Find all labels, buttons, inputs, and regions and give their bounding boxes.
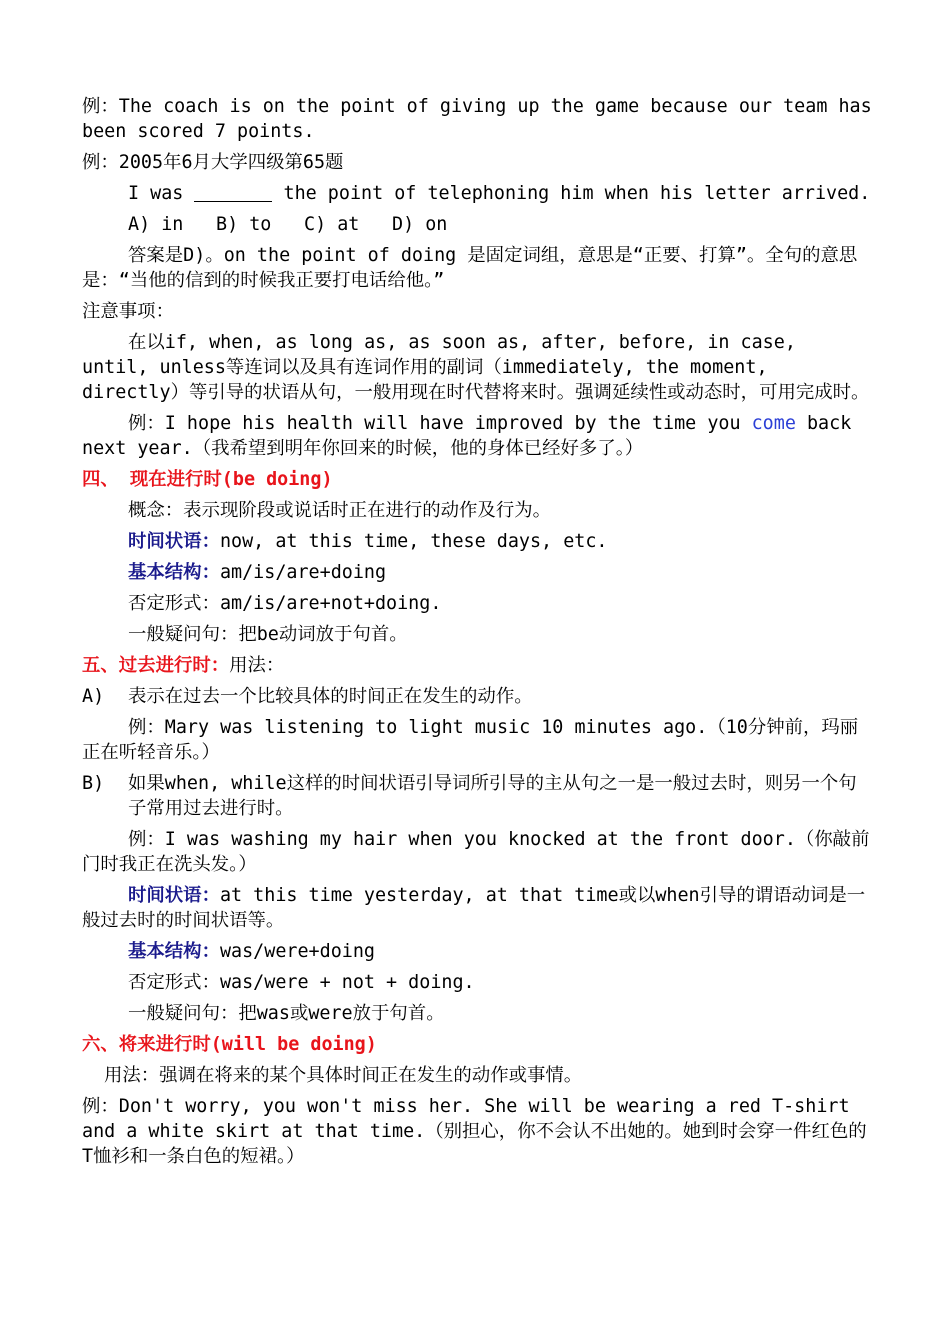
section-6-example: 例：Don't worry, you won't miss her. She will be wearing a red T-shirt and a white skirt at that time.（别担心，你不会认不出她的。她到时会穿一件红色的T恤衫和一条白色的短裙。） <box>82 1096 867 1167</box>
section-4-title: 四、 现在进行时(be doing) <box>82 469 333 490</box>
section-5-question: 一般疑问句：把was或were放于句首。 <box>128 1003 445 1024</box>
section-6-usage: 用法：强调在将来的某个具体时间正在发生的动作或事情。 <box>104 1065 583 1086</box>
document-page <box>82 94 872 1175</box>
question-options <box>82 212 872 237</box>
section-5-struct-value: was/were+doing <box>219 941 375 962</box>
section-5-time <box>82 883 872 933</box>
example-cet4-title: 例：2005年6月大学四级第65题 <box>82 152 344 173</box>
section-5-item-a <box>82 684 872 709</box>
section-4-structure <box>82 560 872 585</box>
section-5-time-label: 时间状语： <box>128 885 220 906</box>
example-coach: 例：The coach is on the point of giving up the game because our team has been scored 7 points. <box>82 96 872 142</box>
answer-blank <box>194 183 272 202</box>
section-5-negative: 否定形式：was/were + not + doing. <box>128 972 475 993</box>
section-4-time-value: now, at this time, these days, etc. <box>219 531 608 552</box>
item-a-text: 表示在过去一个比较具体的时间正在发生的动作。 <box>128 686 533 707</box>
section-4-time <box>82 529 872 554</box>
section-5-example-b: 例：I was washing my hair when you knocked at the front door.（你敲前门时我正在洗头发。） <box>82 829 870 875</box>
section-5-structure <box>82 939 872 964</box>
section-5-title <box>82 653 872 678</box>
section-4-time-label: 时间状语： <box>128 531 220 552</box>
section-5-time-value: at this time yesterday, at that time或以when引导的谓语动词是一般过去时的时间状语等。 <box>82 885 866 931</box>
example-health-post: back next year.（我希望到明年你回来的时候，他的身体已经好多了。） <box>82 413 852 459</box>
item-a-label: A) <box>82 686 105 707</box>
notes-title: 注意事项： <box>82 301 174 322</box>
section-6-title: 六、将来进行时(will be doing) <box>82 1034 377 1055</box>
section-5-item-b <box>82 771 872 821</box>
option-a: A) in <box>128 214 184 235</box>
section-5-struct-label: 基本结构： <box>128 941 220 962</box>
item-b-text: 如果when, while这样的时间状语引导词所引导的主从句之一是一般过去时，则另一个句子常用过去进行时。 <box>128 773 857 819</box>
section-4-struct-label: 基本结构： <box>128 562 220 583</box>
example-health <box>82 411 872 461</box>
section-4-concept: 概念：表示现阶段或说话时正在进行的动作及行为。 <box>128 500 551 521</box>
item-b-label: B) <box>82 773 105 794</box>
section-5-example-a: 例：Mary was listening to light music 10 minutes ago.（10分钟前，玛丽正在听轻音乐。） <box>82 717 859 763</box>
option-d: D) on <box>392 214 448 235</box>
question-pre: I was <box>128 183 195 204</box>
question-sentence <box>82 181 872 206</box>
section-4-struct-value: am/is/are+doing <box>219 562 387 583</box>
section-4-negative: 否定形式：am/is/are+not+doing. <box>128 593 442 614</box>
question-post: the point of telephoning him when his letter arrived. <box>272 183 871 204</box>
section-4-question: 一般疑问句：把be动词放于句首。 <box>128 624 408 645</box>
option-b: B) to <box>216 214 272 235</box>
option-c: C) at <box>304 214 360 235</box>
word-link-come[interactable]: come <box>751 413 796 434</box>
answer-explanation: 答案是D)。on the point of doing 是固定词组，意思是“正要、打算”。全句的意思是：“当他的信到的时候我正要打电话给他。” <box>82 245 858 291</box>
section-5-title-main: 五、过去进行时： <box>82 655 230 676</box>
section-5-title-tail: 用法： <box>229 655 285 676</box>
example-health-pre: 例：I hope his health will have improved by the time you <box>128 413 752 434</box>
notes-body: 在以if, when, as long as, as soon as, after, before, in case, until, unless等连词以及具有连词作用的副词（immediately, the moment, directly）等引导的状语从句，一般用现在时代替将来时。强调延续性或动态时，可用完成时。 <box>82 332 870 403</box>
